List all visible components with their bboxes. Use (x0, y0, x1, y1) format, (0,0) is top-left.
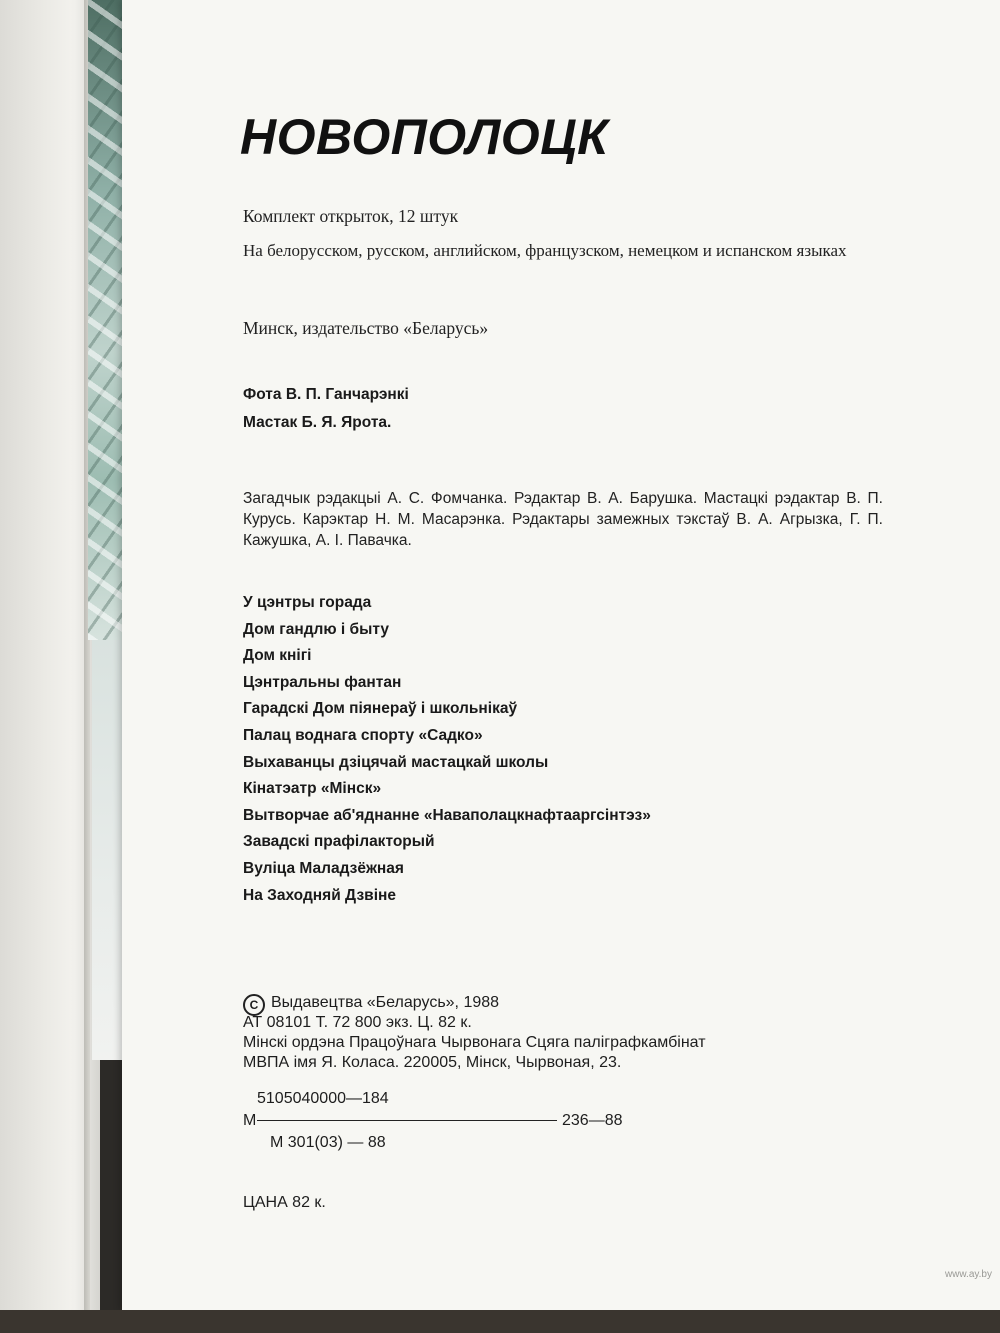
postcard-title: На Заходняй Дзвіне (243, 886, 396, 904)
postcard-title: Завадскі прафілакторый (243, 833, 435, 851)
postcard-title: Дом кнігі (243, 647, 312, 665)
bbk-fraction-line (257, 1120, 557, 1121)
postcard-title: Вуліца Маладзёжная (243, 859, 404, 877)
artist-credit: Мастак Б. Я. Ярота. (243, 414, 392, 431)
title-page (122, 0, 1000, 1310)
printer-line-2: МВПА імя Я. Коласа. 220005, Мінск, Чырвоная, 23. (243, 1054, 622, 1071)
postcard-title: Кінатэатр «Мінск» (243, 780, 382, 798)
postcard-title: Выхаванцы дзіцячай мастацкай школы (243, 753, 549, 771)
postcard-stack-edge-lower (92, 640, 122, 1060)
book-title: НОВОПОЛОЦК (240, 109, 609, 165)
set-info: Комплект открыток, 12 штук (243, 206, 459, 226)
bbk-right: 236—88 (562, 1112, 623, 1129)
bbk-letter: М (243, 1112, 257, 1129)
postcard-title: Гарадскі Дом піянераў і школьнікаў (243, 700, 518, 718)
languages-note: На белорусском, русском, английском, французском, немецком и испанском языках (243, 241, 847, 260)
postcard-title: Вытворчае аб'яднанне «Наваполацкнафтааргсінтэз» (243, 806, 651, 824)
copyright-line (243, 994, 499, 1016)
printer-line-1: Мінскі ордэна Працоўнага Чырвонага Сцяга паліграфкамбінат (243, 1034, 706, 1051)
postcard-title: Палац воднага спорту «Садко» (243, 726, 483, 744)
postcard-title: Цэнтральны фантан (243, 673, 402, 691)
postcard-title: У цэнтры горада (243, 594, 372, 611)
print-run: АТ 08101 Т. 72 800 экз. Ц. 82 к. (243, 1014, 472, 1031)
copyright-symbol-icon: C (243, 994, 265, 1016)
price: ЦАНА 82 к. (243, 1194, 326, 1211)
postcard-title: Дом гандлю і быту (243, 620, 389, 638)
postcard-list (243, 592, 651, 911)
watermark: www.ay.by (944, 1269, 992, 1280)
copyright-text: Выдавецтва «Беларусь», 1988 (271, 994, 500, 1011)
table-surface (0, 1310, 1000, 1333)
editors-paragraph: Загадчык рэдакцыі А. С. Фомчанка. Рэдактар В. А. Барушка. Мастацкі рэдактар В. П. Курусь. Карэктар Н. М. Масарэнка. Рэдактары замежных тэкстаў В. А. Агрызка, Г. П. Кажушка, А. І. Павачка. (243, 490, 883, 549)
bbk-bottom: М 301(03) — 88 (270, 1134, 386, 1151)
bbk-top: 5105040000—184 (257, 1090, 389, 1107)
photo-credit: Фота В. П. Ганчарэнкі (243, 386, 409, 403)
publisher-line: Минск, издательство «Беларусь» (243, 318, 489, 338)
